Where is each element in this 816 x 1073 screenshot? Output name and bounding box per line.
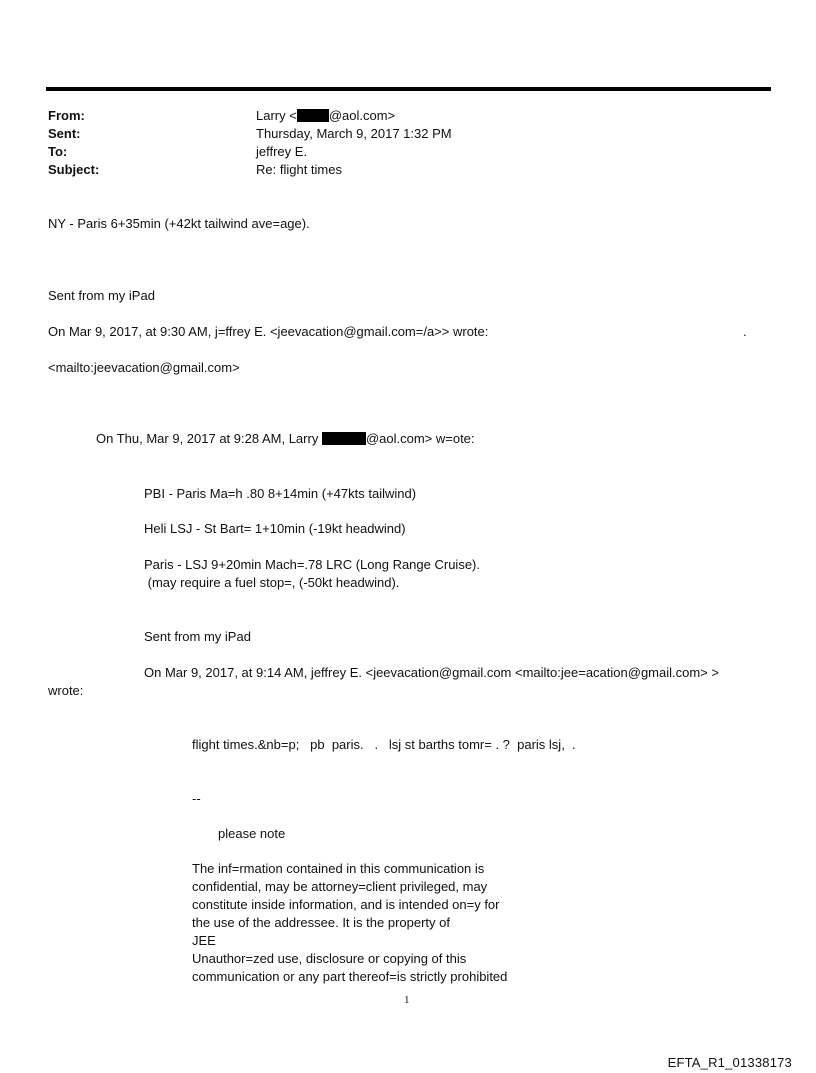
sent-from-ipad-1: Sent from my iPad [48, 288, 155, 303]
sent-from-ipad-2: Sent from my iPad [144, 629, 251, 644]
fuel-stop-line: (may require a fuel stop=, (-50kt headwind). [144, 575, 400, 590]
flight-times-line: flight times.&nb=p; pb paris. . lsj st barths tomr= . ? paris lsj, . [192, 737, 576, 752]
heli-line: Heli LSJ - St Bart= 1+10min (-19kt headwind) [144, 521, 406, 536]
quote-header-914: On Mar 9, 2017, at 9:14 AM, jeffrey E. <jeevacation@gmail.com <mailto:jee=acation@gmail.com> > [144, 665, 719, 680]
sent-label: Sent: [48, 126, 81, 141]
wrote-line: wrote: [48, 683, 84, 698]
disclaimer-line: Unauthor=zed use, disclosure or copying of this [192, 951, 467, 966]
from-prefix: Larry < [256, 108, 297, 123]
quote-header-928-prefix: On Thu, Mar 9, 2017 at 9:28 AM, Larry [96, 431, 322, 446]
please-note: please note [218, 826, 286, 841]
document-id: EFTA_R1_01338173 [667, 1055, 792, 1070]
quote-header-928-suffix: @aol.com> w=ote: [365, 431, 475, 446]
to-value: jeffrey E. [256, 144, 308, 159]
sent-value: Thursday, March 9, 2017 1:32 PM [256, 126, 452, 141]
quote-header-928 [96, 430, 475, 448]
body-line-ny-paris: NY - Paris 6+35min (+42kt tailwind ave=age). [48, 216, 310, 231]
disclaimer-line: constitute inside information, and is intended on=y for [192, 897, 500, 912]
header-rule [46, 87, 771, 91]
to-label: To: [48, 144, 68, 159]
disclaimer-line: confidential, may be attorney=client privileged, may [192, 879, 488, 894]
paris-lsj-line: Paris - LSJ 9+20min Mach=.78 LRC (Long Range Cruise). [144, 557, 480, 572]
disclaimer-line: The inf=rmation contained in this communication is [192, 861, 485, 876]
disclaimer-line: communication or any part thereof=is strictly prohibited [192, 969, 508, 984]
subject-label: Subject: [48, 162, 100, 177]
pbi-paris-line: PBI - Paris Ma=h .80 8+14min (+47kts tailwind) [144, 486, 417, 501]
from-value [256, 107, 395, 125]
from-suffix: @aol.com> [328, 108, 396, 123]
disclaimer-line: the use of the addressee. It is the property of [192, 915, 450, 930]
signature-dashes: -- [192, 791, 201, 806]
page-number: 1 [404, 994, 410, 1006]
subject-value: Re: flight times [256, 162, 342, 177]
stray-dot: . [743, 324, 747, 339]
redaction-box [297, 109, 329, 122]
from-label: From: [48, 108, 85, 123]
quote-header-930: On Mar 9, 2017, at 9:30 AM, j=ffrey E. <jeevacation@gmail.com=/a>> wrote: [48, 324, 489, 339]
redaction-box [322, 432, 366, 445]
disclaimer-line: JEE [192, 933, 216, 948]
mailto-link: <mailto:jeevacation@gmail.com> [48, 360, 240, 375]
